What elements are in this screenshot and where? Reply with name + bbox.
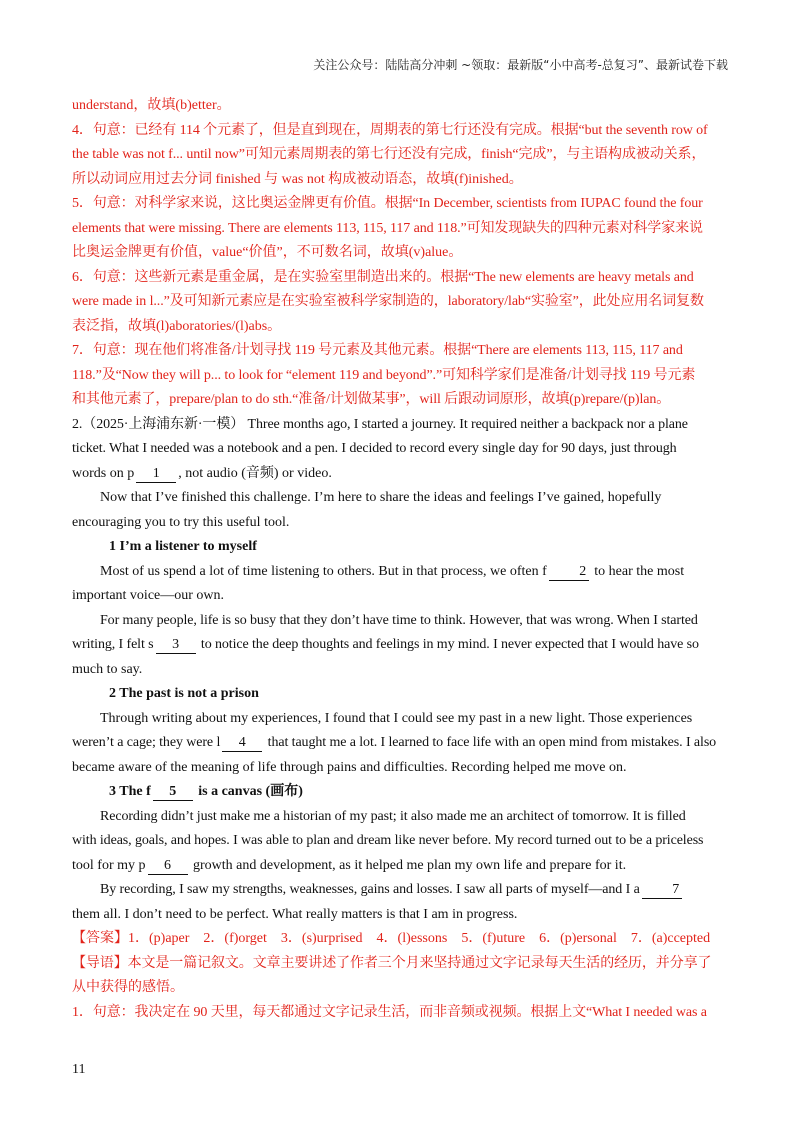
explanation-6 — [72, 266, 728, 340]
explanation-7 — [72, 339, 728, 413]
paragraph-line: became aware of the meaning of life through pains and difficulties. Recording helped me move on. — [72, 759, 627, 775]
explanation-line: 表泛指，故填(l)aboratories/(l)abs。 — [72, 318, 282, 334]
explanation-line: 比奥运金牌更有价值，value“价值”，不可数名词，故填(v)alue。 — [72, 245, 463, 260]
blank-6: 6 — [148, 857, 188, 875]
explanation-1-start: 1．句意：我决定在 90 天里，每天都通过文字记录生活，而非音频或视频。根据上文“What I needed was a — [72, 1004, 707, 1020]
section-heading-3: 3 The f 5 is a canvas (画布) — [109, 784, 303, 799]
blank-5: 5 — [153, 783, 193, 801]
passage — [72, 413, 728, 928]
page-header: 关注公众号：陆陆高分冲刺 ~领取：最新版“小中高考-总复习”、最新试卷下载 — [313, 58, 728, 72]
explanation-line: the table was not f... until now”可知元素周期表的第七行还没有完成，finish“完成”，与主语构成被动关系， — [72, 147, 706, 162]
guide-line: 从中获得的感悟。 — [72, 980, 184, 995]
document-body — [72, 94, 728, 1025]
blank-7: 7 — [642, 881, 682, 899]
passage-intro-line: 2.（2025·上海浦东新·一模） Three months ago, I started a journey. It required neither a backpack nor a plane — [72, 416, 688, 432]
paragraph-line: By recording, I saw my strengths, weaknesses, gains and losses. I saw all parts of myself—and I a 7 — [72, 878, 728, 903]
paragraph-line: much to say. — [72, 661, 143, 677]
explanation-line: 和其他元素了，prepare/plan to do sth.“准备/计划做某事”，will 后跟动词原形，故填(p)repare/(p)lan。 — [72, 392, 671, 407]
paragraph-line: weren’t a cage; they were l 4 that taught me a lot. I learned to face life with an open mind from mistakes. I also — [72, 735, 717, 750]
paragraph-line: important voice—our own. — [72, 588, 225, 603]
blank-4: 4 — [222, 734, 262, 752]
paragraph-line: Through writing about my experiences, I found that I could see my past in a new light. Those experiences — [100, 710, 693, 726]
paragraph-line: Recording didn’t just make me a historian of my past; it also made me an architect of tomorrow. It is filled — [100, 808, 686, 824]
section-heading-2: 2 The past is not a prison — [109, 686, 259, 701]
explanation-line: 5．句意：对科学家来说，这比奥运金牌更有价值。根据“In December, scientists from IUPAC found the four — [72, 196, 703, 211]
prev-explanation-tail: understand，故填(b)etter。 — [72, 98, 231, 113]
passage-intro-line: words on p 1 , not audio (音频) or video. — [72, 465, 332, 481]
explanation-line: 所以动词应用过去分词 finished 与 was not 构成被动语态，故填(f)inished。 — [72, 171, 523, 187]
explanation-line: elements that were missing. There are elements 113, 115, 117 and 118.”可知发现缺失的四种元素对科学家来说 — [72, 220, 703, 236]
explanation-5 — [72, 192, 728, 266]
paragraph-line: Now that I’ve finished this challenge. I’m here to share the ideas and feelings I’ve gained, hopefully — [100, 490, 662, 505]
explanation-line: 7．句意：现在他们将准备/计划寻找 119 号元素及其他元素。根据“There are elements 113, 115, 117 and — [72, 343, 683, 358]
paragraph-line: For many people, life is so busy that they don’t have time to think. However, that was wrong. When I started — [100, 612, 698, 628]
blank-3: 3 — [156, 636, 196, 654]
paragraph-line: encouraging you to try this useful tool. — [72, 514, 290, 530]
answer-key: 【答案】1．(p)aper 2．(f)orget 3．(s)urprised 4．(l)essons 5．(f)uture 6．(p)ersonal 7．(a)ccepted — [72, 931, 711, 946]
section-heading-1: 1 I’m a listener to myself — [109, 539, 257, 554]
explanation-line: 118.”及“Now they will p... to look for “element 119 and beyond”.”可知科学家们是准备/计划寻找 119 号元素 — [72, 367, 696, 383]
paragraph-line: Most of us spend a lot of time listening to others. But in that process, we often f 2 to hear the most — [100, 563, 685, 579]
passage-intro-line: ticket. What I needed was a notebook and a pen. I decided to record every single day for 90 days, just through — [72, 441, 677, 456]
blank-1: 1 — [136, 465, 176, 483]
guide-line: 【导语】本文是一篇记叙文。文章主要讲述了作者三个月来坚持通过文字记录每天生活的经历，并分享了 — [72, 955, 712, 971]
explanation-line: 4．句意：已经有 114 个元素了，但是直到现在，周期表的第七行还没有完成。根据“but the seventh row of — [72, 122, 708, 138]
page-number: 11 — [72, 1062, 86, 1077]
paragraph-line: tool for my p 6 growth and development, as it helped me plan my own life and prepare for it. — [72, 857, 627, 873]
explanation-line: were made in l...”及可知新元素应是在实验室被科学家制造的，laboratory/lab“实验室”，此处应用名词复数 — [72, 294, 704, 309]
explanation-line: 6．句意：这些新元素是重金属，是在实验室里制造出来的。根据“The new elements are heavy metals and — [72, 269, 694, 285]
paragraph-line: them all. I don’t need to be perfect. What really matters is that I am in progress. — [72, 906, 518, 922]
blank-2: 2 — [549, 563, 589, 581]
paragraph-line: with ideas, goals, and hopes. I was able to plan and dream like never before. My record turned out to be a priceless — [72, 833, 704, 848]
explanation-4 — [72, 119, 728, 193]
paragraph-line: writing, I felt s 3 to notice the deep thoughts and feelings in my mind. I never expected that I would have so — [72, 637, 699, 652]
